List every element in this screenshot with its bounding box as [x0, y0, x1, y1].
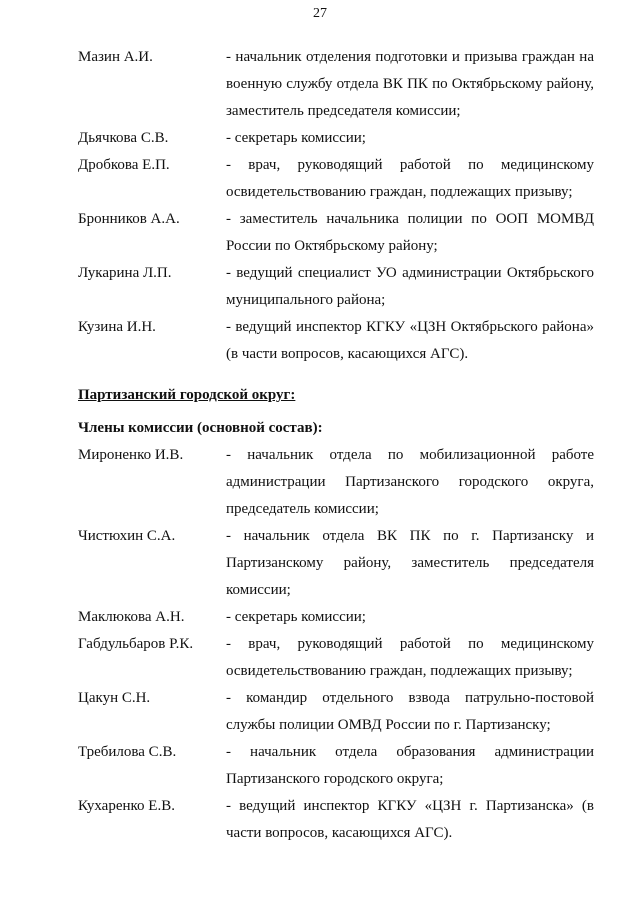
member-entry: [78, 442, 594, 523]
member-name: Кухаренко Е.В.: [78, 798, 175, 814]
member-role: - начальник отдела образования администрации Партизанского городского округа;: [226, 744, 594, 787]
section-heading: Партизанский городской округ:: [78, 387, 296, 403]
member-role: - командир отдельного взвода патрульно-постовой службы полиции ОМВД России по г. Партизанску;: [226, 690, 594, 733]
member-role: - врач, руководящий работой по медицинскому освидетельствованию граждан, подлежащих призыву;: [226, 157, 594, 200]
member-entry: [78, 125, 594, 152]
member-role: - заместитель начальника полиции по ООП МОМВД России по Октябрьскому району;: [226, 211, 594, 254]
member-name: Требилова С.В.: [78, 744, 177, 760]
member-entry: [78, 604, 594, 631]
member-role: - ведущий инспектор КГКУ «ЦЗН г. Партизанска» (в части вопросов, касающихся АГС).: [226, 798, 594, 841]
section-subheading: Члены комиссии (основной состав):: [78, 420, 323, 436]
member-name: Лукарина Л.П.: [78, 265, 172, 281]
member-role: - врач, руководящий работой по медицинскому освидетельствованию граждан, подлежащих призыву;: [226, 636, 594, 679]
member-role: - ведущий инспектор КГКУ «ЦЗН Октябрьского района» (в части вопросов, касающихся АГС).: [226, 319, 594, 362]
member-name: Габдульбаров Р.К.: [78, 636, 194, 652]
member-role: - ведущий специалист УО администрации Октябрьского муниципального района;: [226, 265, 594, 308]
member-name: Маклюкова А.Н.: [78, 609, 185, 625]
member-name: Кузина И.Н.: [78, 319, 156, 335]
member-entry: [78, 260, 594, 314]
commission-list-octyabrsky: [78, 44, 594, 368]
member-name: Мазин А.И.: [78, 49, 153, 65]
page-number: 27: [313, 6, 327, 21]
member-name: Цакун С.Н.: [78, 690, 151, 706]
member-role: - начальник отделения подготовки и призыва граждан на военную службу отдела ВК ПК по Октябрьскому району, заместитель председателя комиссии;: [226, 49, 594, 119]
member-role: - секретарь комиссии;: [226, 130, 366, 146]
member-name: Мироненко И.В.: [78, 447, 184, 463]
member-entry: [78, 206, 594, 260]
member-entry: [78, 523, 594, 604]
member-entry: [78, 685, 594, 739]
member-entry: [78, 152, 594, 206]
member-name: Дьячкова С.В.: [78, 130, 169, 146]
member-name: Бронников А.А.: [78, 211, 180, 227]
member-entry: [78, 314, 594, 368]
member-entry: [78, 739, 594, 793]
commission-list-partizansky: [78, 442, 594, 847]
member-name: Чистюхин С.А.: [78, 528, 176, 544]
member-entry: [78, 44, 594, 125]
member-role: - секретарь комиссии;: [226, 609, 366, 625]
member-entry: [78, 631, 594, 685]
member-name: Дробкова Е.П.: [78, 157, 170, 173]
member-role: - начальник отдела по мобилизационной работе администрации Партизанского городского округа, председатель комиссии;: [226, 447, 594, 517]
document-body: [78, 44, 594, 847]
member-role: - начальник отдела ВК ПК по г. Партизанску и Партизанскому району, заместитель председателя комиссии;: [226, 528, 594, 598]
member-entry: [78, 793, 594, 847]
